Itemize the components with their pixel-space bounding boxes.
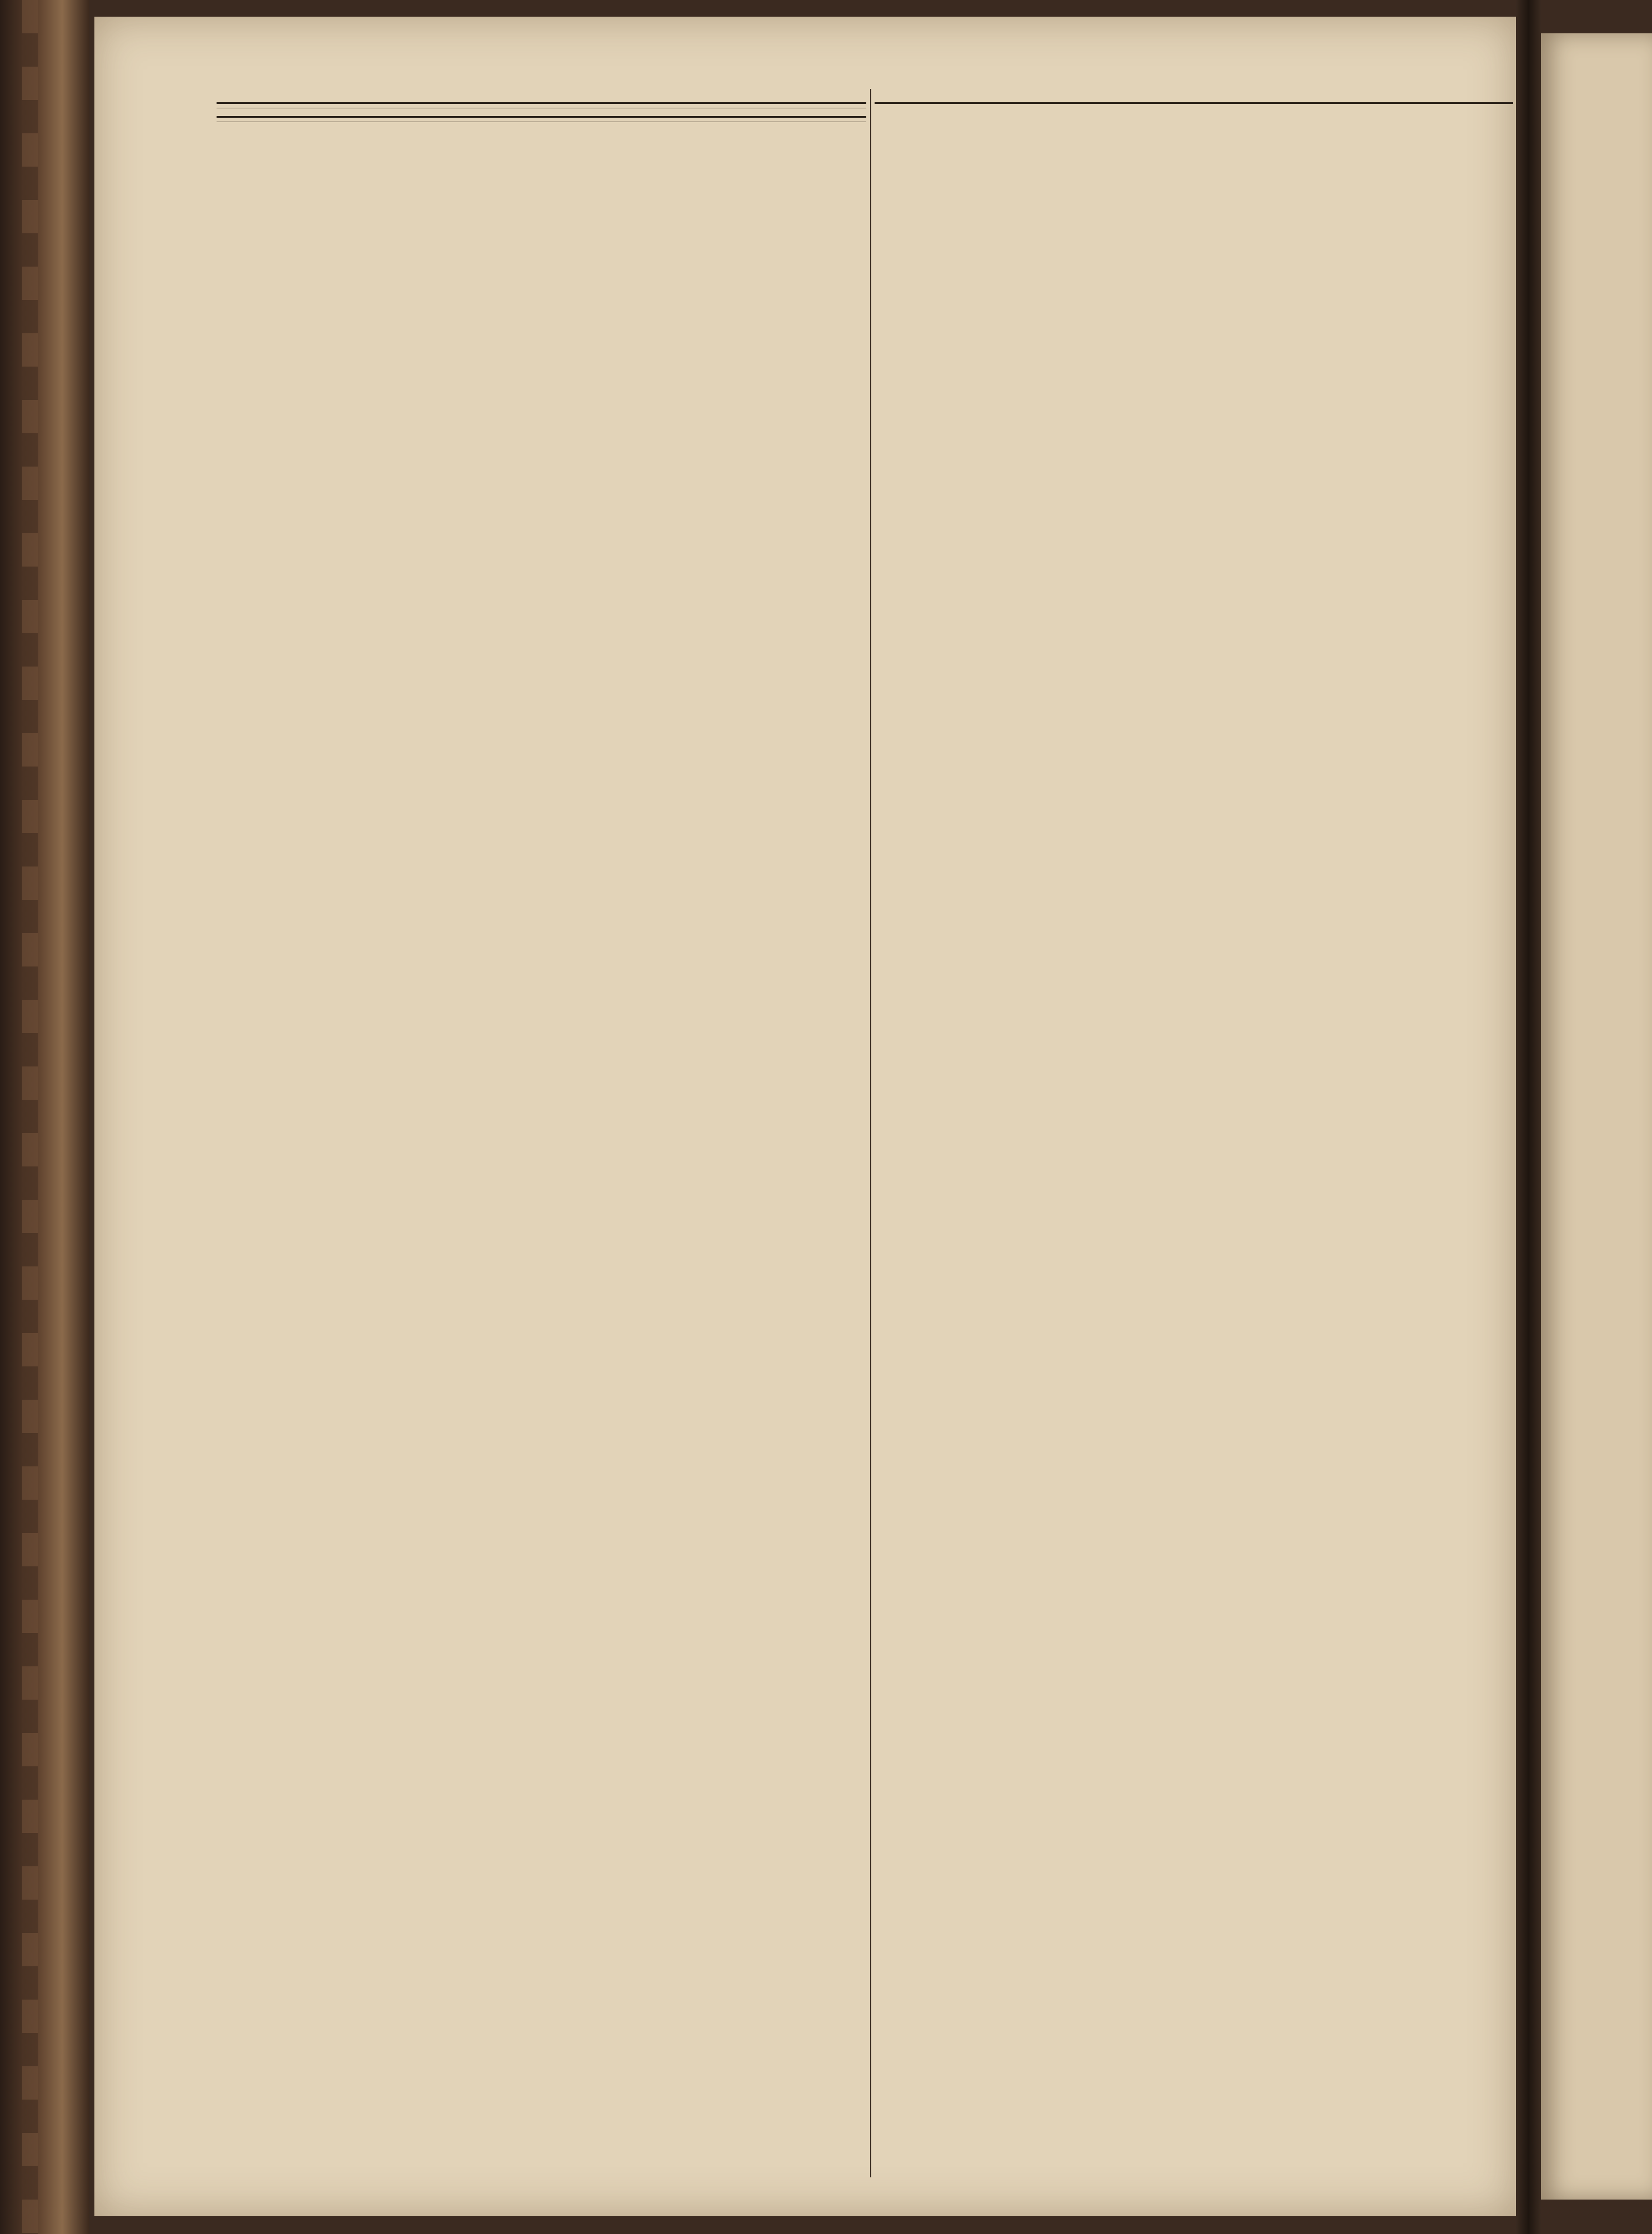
page-gutter bbox=[1516, 0, 1541, 2234]
right-column bbox=[875, 94, 1513, 2161]
book-binding bbox=[0, 0, 89, 2234]
left-column bbox=[217, 94, 866, 2161]
adjacent-page bbox=[1541, 33, 1652, 2200]
column-divider bbox=[870, 89, 871, 2177]
section-rule bbox=[875, 102, 1513, 104]
section-rule bbox=[217, 116, 866, 122]
section-rule bbox=[217, 102, 866, 108]
binding-stripe bbox=[22, 0, 38, 2234]
